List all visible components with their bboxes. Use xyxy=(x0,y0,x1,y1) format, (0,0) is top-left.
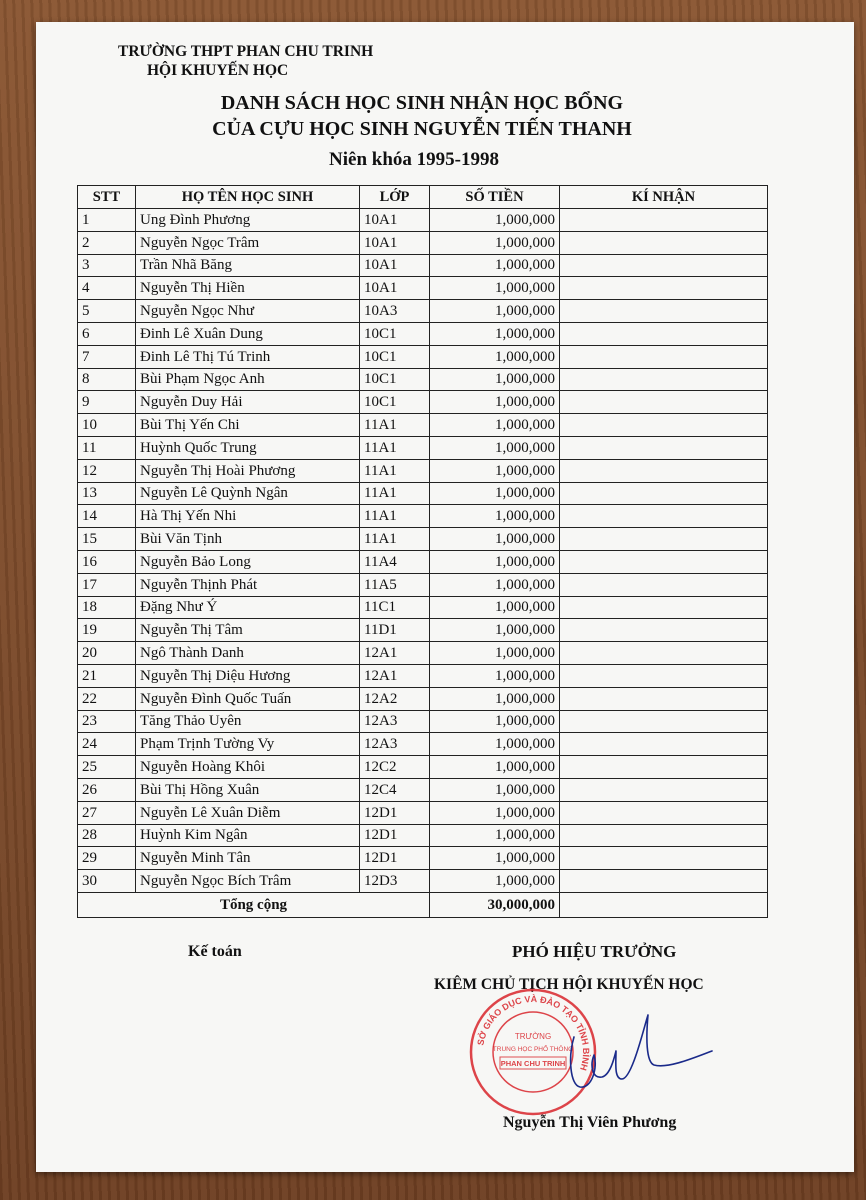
table-row xyxy=(78,801,768,824)
row-amount: 1,000,000 xyxy=(430,436,560,459)
row-student-name: Nguyễn Đình Quốc Tuấn xyxy=(136,687,360,710)
row-class: 12A1 xyxy=(360,642,430,665)
row-stt: 30 xyxy=(78,870,136,893)
row-amount: 1,000,000 xyxy=(430,528,560,551)
table-row xyxy=(78,756,768,779)
accountant-label: Kế toán xyxy=(188,943,242,960)
row-amount: 1,000,000 xyxy=(430,391,560,414)
row-signature-cell xyxy=(560,436,768,459)
table-row xyxy=(78,687,768,710)
row-student-name: Bùi Thị Hồng Xuân xyxy=(136,778,360,801)
row-stt: 10 xyxy=(78,414,136,437)
row-signature-cell xyxy=(560,733,768,756)
row-stt: 24 xyxy=(78,733,136,756)
row-signature-cell xyxy=(560,870,768,893)
table-row xyxy=(78,277,768,300)
row-stt: 26 xyxy=(78,778,136,801)
table-row xyxy=(78,368,768,391)
column-header-name: HỌ TÊN HỌC SINH xyxy=(136,186,360,209)
row-class: 11A1 xyxy=(360,436,430,459)
row-stt: 20 xyxy=(78,642,136,665)
row-signature-cell xyxy=(560,505,768,528)
row-signature-cell xyxy=(560,345,768,368)
table-row xyxy=(78,505,768,528)
table-row xyxy=(78,254,768,277)
row-class: 12D1 xyxy=(360,824,430,847)
table-row xyxy=(78,414,768,437)
row-student-name: Nguyễn Lê Quỳnh Ngân xyxy=(136,482,360,505)
row-student-name: Ngô Thành Danh xyxy=(136,642,360,665)
table-row xyxy=(78,870,768,893)
table-row xyxy=(78,596,768,619)
row-signature-cell xyxy=(560,847,768,870)
table-row xyxy=(78,459,768,482)
row-class: 12D1 xyxy=(360,801,430,824)
row-student-name: Nguyễn Thị Hoài Phương xyxy=(136,459,360,482)
school-name: TRƯỜNG THPT PHAN CHU TRINH xyxy=(118,43,374,60)
row-amount: 1,000,000 xyxy=(430,368,560,391)
row-stt: 18 xyxy=(78,596,136,619)
row-signature-cell xyxy=(560,209,768,232)
row-stt: 8 xyxy=(78,368,136,391)
total-value: 30,000,000 xyxy=(430,892,560,917)
table-header-row xyxy=(78,186,768,209)
document-title-line2: CỦA CỰU HỌC SINH NGUYỄN TIẾN THANH xyxy=(212,118,632,140)
row-amount: 1,000,000 xyxy=(430,756,560,779)
row-class: 12A3 xyxy=(360,733,430,756)
row-amount: 1,000,000 xyxy=(430,801,560,824)
row-amount: 1,000,000 xyxy=(430,414,560,437)
row-signature-cell xyxy=(560,277,768,300)
total-signature-cell xyxy=(560,892,768,917)
association-chair-label: KIÊM CHỦ TỊCH HỘI KHUYẾN HỌC xyxy=(434,976,704,993)
row-class: 11A1 xyxy=(360,459,430,482)
table-row xyxy=(78,300,768,323)
row-signature-cell xyxy=(560,254,768,277)
table-row xyxy=(78,619,768,642)
row-amount: 1,000,000 xyxy=(430,847,560,870)
row-signature-cell xyxy=(560,619,768,642)
row-class: 12C2 xyxy=(360,756,430,779)
row-signature-cell xyxy=(560,824,768,847)
row-student-name: Bùi Phạm Ngọc Anh xyxy=(136,368,360,391)
row-class: 11A1 xyxy=(360,505,430,528)
row-stt: 28 xyxy=(78,824,136,847)
row-class: 11A1 xyxy=(360,482,430,505)
scholarship-table xyxy=(77,185,768,918)
row-class: 11A1 xyxy=(360,414,430,437)
row-student-name: Nguyễn Thị Diệu Hương xyxy=(136,664,360,687)
signer-name: Nguyễn Thị Viên Phương xyxy=(503,1114,677,1131)
table-row xyxy=(78,391,768,414)
row-student-name: Tăng Thảo Uyên xyxy=(136,710,360,733)
row-stt: 4 xyxy=(78,277,136,300)
row-student-name: Nguyễn Duy Hải xyxy=(136,391,360,414)
row-signature-cell xyxy=(560,368,768,391)
row-signature-cell xyxy=(560,300,768,323)
table-row xyxy=(78,642,768,665)
row-class: 10A1 xyxy=(360,231,430,254)
row-class: 10A3 xyxy=(360,300,430,323)
row-signature-cell xyxy=(560,596,768,619)
table-row xyxy=(78,345,768,368)
table-row xyxy=(78,528,768,551)
row-student-name: Phạm Trịnh Tường Vy xyxy=(136,733,360,756)
row-stt: 9 xyxy=(78,391,136,414)
row-student-name: Nguyễn Thị Tâm xyxy=(136,619,360,642)
stamp-inner-top: TRƯỜNG xyxy=(514,1032,552,1041)
total-label: Tổng cộng xyxy=(78,892,430,917)
row-stt: 19 xyxy=(78,619,136,642)
row-stt: 13 xyxy=(78,482,136,505)
table-row xyxy=(78,664,768,687)
row-stt: 11 xyxy=(78,436,136,459)
table-row xyxy=(78,733,768,756)
row-stt: 12 xyxy=(78,459,136,482)
association-name: HỘI KHUYẾN HỌC xyxy=(147,62,289,79)
table-row xyxy=(78,573,768,596)
row-amount: 1,000,000 xyxy=(430,300,560,323)
row-amount: 1,000,000 xyxy=(430,687,560,710)
row-signature-cell xyxy=(560,414,768,437)
row-signature-cell xyxy=(560,710,768,733)
row-class: 10C1 xyxy=(360,345,430,368)
row-amount: 1,000,000 xyxy=(430,642,560,665)
row-amount: 1,000,000 xyxy=(430,778,560,801)
vice-principal-label: PHÓ HIỆU TRƯỞNG xyxy=(512,942,677,961)
document-title-year: Niên khóa 1995-1998 xyxy=(329,149,499,170)
row-signature-cell xyxy=(560,573,768,596)
school-header xyxy=(118,42,373,80)
row-signature-cell xyxy=(560,322,768,345)
stamp-inner-name: PHAN CHU TRINH xyxy=(500,1059,566,1068)
row-stt: 17 xyxy=(78,573,136,596)
row-stt: 29 xyxy=(78,847,136,870)
row-class: 12D1 xyxy=(360,847,430,870)
row-class: 10C1 xyxy=(360,322,430,345)
row-signature-cell xyxy=(560,664,768,687)
stamp-inner-mid: TRUNG HỌC PHỔ THÔNG xyxy=(492,1046,574,1053)
row-class: 11D1 xyxy=(360,619,430,642)
table-row xyxy=(78,322,768,345)
row-class: 12A1 xyxy=(360,664,430,687)
row-class: 11A1 xyxy=(360,528,430,551)
row-student-name: Nguyễn Hoàng Khôi xyxy=(136,756,360,779)
row-amount: 1,000,000 xyxy=(430,505,560,528)
row-student-name: Trần Nhã Băng xyxy=(136,254,360,277)
row-stt: 27 xyxy=(78,801,136,824)
row-amount: 1,000,000 xyxy=(430,254,560,277)
column-header-class: LỚP xyxy=(360,186,430,209)
row-amount: 1,000,000 xyxy=(430,459,560,482)
row-stt: 22 xyxy=(78,687,136,710)
row-amount: 1,000,000 xyxy=(430,710,560,733)
row-class: 12A3 xyxy=(360,710,430,733)
row-class: 10A1 xyxy=(360,209,430,232)
row-amount: 1,000,000 xyxy=(430,209,560,232)
row-class: 11A5 xyxy=(360,573,430,596)
row-amount: 1,000,000 xyxy=(430,664,560,687)
row-student-name: Bùi Văn Tịnh xyxy=(136,528,360,551)
table-row xyxy=(78,847,768,870)
row-student-name: Đinh Lê Xuân Dung xyxy=(136,322,360,345)
table-row xyxy=(78,482,768,505)
row-class: 11A4 xyxy=(360,550,430,573)
row-student-name: Nguyễn Thịnh Phát xyxy=(136,573,360,596)
row-amount: 1,000,000 xyxy=(430,231,560,254)
table-row xyxy=(78,550,768,573)
row-signature-cell xyxy=(560,459,768,482)
row-class: 12C4 xyxy=(360,778,430,801)
row-stt: 23 xyxy=(78,710,136,733)
column-header-stt: STT xyxy=(78,186,136,209)
row-signature-cell xyxy=(560,391,768,414)
row-amount: 1,000,000 xyxy=(430,870,560,893)
table-row xyxy=(78,824,768,847)
row-student-name: Nguyễn Ngọc Như xyxy=(136,300,360,323)
row-class: 12D3 xyxy=(360,870,430,893)
row-student-name: Ung Đình Phương xyxy=(136,209,360,232)
row-student-name: Bùi Thị Yến Chi xyxy=(136,414,360,437)
row-amount: 1,000,000 xyxy=(430,550,560,573)
row-class: 10C1 xyxy=(360,391,430,414)
document-page xyxy=(36,22,854,1172)
row-amount: 1,000,000 xyxy=(430,345,560,368)
row-student-name: Nguyễn Thị Hiền xyxy=(136,277,360,300)
row-class: 10C1 xyxy=(360,368,430,391)
total-row xyxy=(78,892,768,917)
row-signature-cell xyxy=(560,231,768,254)
row-amount: 1,000,000 xyxy=(430,573,560,596)
row-student-name: Huỳnh Kim Ngân xyxy=(136,824,360,847)
table-body xyxy=(78,209,768,893)
row-class: 12A2 xyxy=(360,687,430,710)
column-header-amount: SỐ TIỀN xyxy=(430,186,560,209)
table-row xyxy=(78,231,768,254)
row-amount: 1,000,000 xyxy=(430,596,560,619)
row-student-name: Nguyễn Ngọc Bích Trâm xyxy=(136,870,360,893)
row-stt: 14 xyxy=(78,505,136,528)
row-student-name: Nguyễn Bảo Long xyxy=(136,550,360,573)
row-class: 10A1 xyxy=(360,254,430,277)
table-row xyxy=(78,209,768,232)
table-row xyxy=(78,710,768,733)
row-signature-cell xyxy=(560,801,768,824)
row-stt: 5 xyxy=(78,300,136,323)
row-amount: 1,000,000 xyxy=(430,322,560,345)
row-stt: 7 xyxy=(78,345,136,368)
row-stt: 25 xyxy=(78,756,136,779)
document-title-line1: DANH SÁCH HỌC SINH NHẬN HỌC BỔNG xyxy=(220,92,624,114)
handwritten-signature xyxy=(556,1007,716,1097)
row-stt: 3 xyxy=(78,254,136,277)
row-signature-cell xyxy=(560,528,768,551)
row-student-name: Hà Thị Yến Nhi xyxy=(136,505,360,528)
row-student-name: Nguyễn Minh Tân xyxy=(136,847,360,870)
row-student-name: Nguyễn Lê Xuân Diễm xyxy=(136,801,360,824)
row-student-name: Đinh Lê Thị Tú Trinh xyxy=(136,345,360,368)
row-student-name: Đặng Như Ý xyxy=(136,596,360,619)
table-row xyxy=(78,436,768,459)
row-amount: 1,000,000 xyxy=(430,733,560,756)
row-amount: 1,000,000 xyxy=(430,619,560,642)
row-stt: 16 xyxy=(78,550,136,573)
row-signature-cell xyxy=(560,482,768,505)
row-stt: 6 xyxy=(78,322,136,345)
table-row xyxy=(78,778,768,801)
row-signature-cell xyxy=(560,756,768,779)
row-class: 11C1 xyxy=(360,596,430,619)
row-student-name: Nguyễn Ngọc Trâm xyxy=(136,231,360,254)
row-stt: 15 xyxy=(78,528,136,551)
column-header-signature: KÍ NHẬN xyxy=(560,186,768,209)
row-student-name: Huỳnh Quốc Trung xyxy=(136,436,360,459)
row-signature-cell xyxy=(560,687,768,710)
row-signature-cell xyxy=(560,642,768,665)
row-amount: 1,000,000 xyxy=(430,824,560,847)
row-stt: 1 xyxy=(78,209,136,232)
row-signature-cell xyxy=(560,778,768,801)
row-amount: 1,000,000 xyxy=(430,277,560,300)
stamp-ring-text: SỞ GIÁO DỤC VÀ ĐÀO TẠO TỈNH BÌNH xyxy=(475,993,592,1072)
row-signature-cell xyxy=(560,550,768,573)
row-stt: 21 xyxy=(78,664,136,687)
row-stt: 2 xyxy=(78,231,136,254)
row-class: 10A1 xyxy=(360,277,430,300)
row-amount: 1,000,000 xyxy=(430,482,560,505)
